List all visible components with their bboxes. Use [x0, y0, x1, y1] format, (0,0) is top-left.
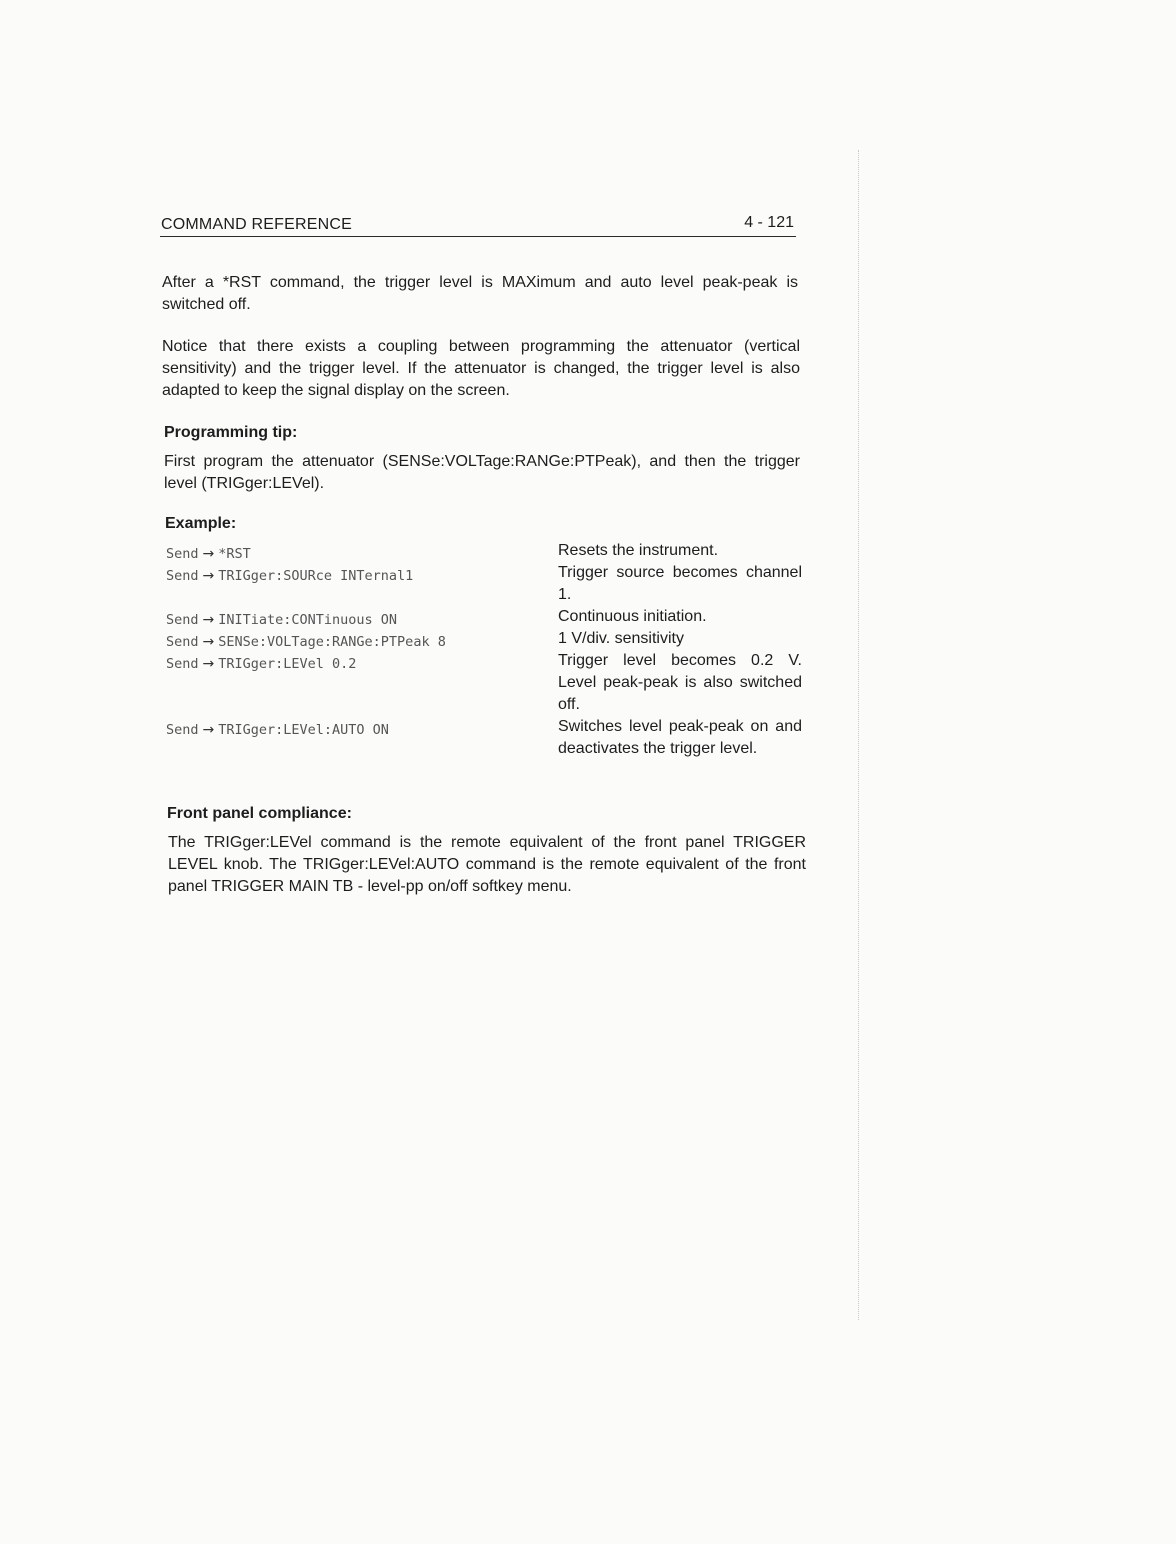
page-number: 4 - 121: [744, 214, 794, 231]
command-text: INITiate:CONTinuous ON: [218, 612, 398, 628]
arrow-icon: →: [202, 612, 215, 628]
page-header: [160, 214, 796, 237]
arrow-icon: →: [202, 634, 215, 650]
send-label: Send: [166, 546, 199, 562]
example-heading: Example:: [165, 515, 237, 532]
example-description: Trigger level becomes 0.2 V. Level peak-peak is also switched off.: [558, 652, 802, 713]
example-command-row: [166, 631, 446, 653]
programming-tip-text: First program the attenuator (SENSe:VOLTage:RANGe:PTPeak), and then the trigger level (TRIGger:LEVel).: [164, 453, 800, 492]
coupling-paragraph: Notice that there exists a coupling between programming the attenuator (vertical sensitivity) and the trigger level. If the attenuator is changed, the trigger level is also adapted to keep the signal display on the screen.: [162, 338, 800, 399]
send-label: Send: [166, 568, 199, 584]
front-panel-text: The TRIGger:LEVel command is the remote equivalent of the front panel TRIGGER LEVEL knob. The TRIGger:LEVel:AUTO command is the remote equivalent of the front panel TRIGGER MAIN TB - level-pp on/off softkey menu.: [168, 834, 806, 895]
arrow-icon: →: [202, 568, 215, 584]
command-text: TRIGger:SOURce INTernal1: [218, 568, 414, 584]
programming-tip-heading: Programming tip:: [164, 424, 298, 441]
example-command-row: [166, 719, 389, 741]
example-command-row: [166, 543, 251, 565]
command-text: *RST: [218, 546, 251, 562]
send-label: Send: [166, 612, 199, 628]
example-command-row: [166, 609, 397, 631]
arrow-icon: →: [202, 722, 215, 738]
example-command-row: [166, 565, 413, 587]
arrow-icon: →: [202, 656, 215, 672]
send-label: Send: [166, 722, 199, 738]
command-text: SENSe:VOLTage:RANGe:PTPeak 8: [218, 634, 446, 650]
send-label: Send: [166, 634, 199, 650]
section-title: COMMAND REFERENCE: [161, 216, 352, 233]
command-text: TRIGger:LEVel 0.2: [218, 656, 357, 672]
page-margin-dots: [858, 150, 861, 1320]
example-description: Continuous initiation.: [558, 608, 707, 625]
example-command-row: [166, 653, 356, 675]
example-description: Switches level peak-peak on and deactivates the trigger level.: [558, 718, 802, 757]
rst-paragraph: After a *RST command, the trigger level is MAXimum and auto level peak-peak is switched off.: [162, 274, 798, 313]
command-text: TRIGger:LEVel:AUTO ON: [218, 722, 389, 738]
front-panel-heading: Front panel compliance:: [167, 805, 352, 822]
example-description: Trigger source becomes channel 1.: [558, 564, 802, 603]
example-description: Resets the instrument.: [558, 542, 719, 559]
arrow-icon: →: [202, 546, 215, 562]
example-description: 1 V/div. sensitivity: [558, 630, 684, 647]
send-label: Send: [166, 656, 199, 672]
